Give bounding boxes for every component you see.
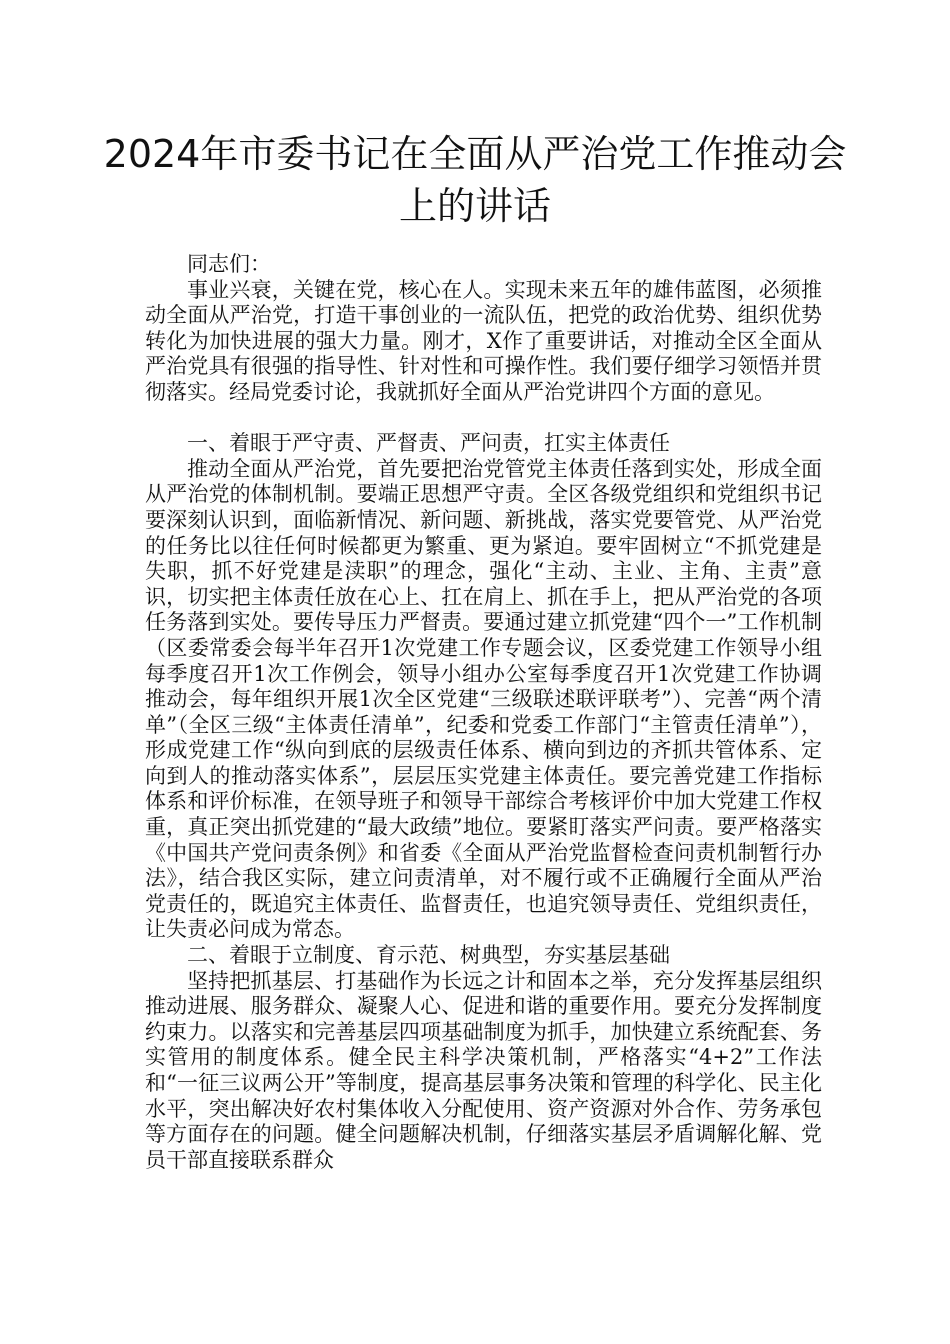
- document-title: 2024年市委书记在全面从严治党工作推动会上的讲话: [103, 132, 847, 228]
- intro-paragraph: 事业兴衰，关键在党，核心在人。实现未来五年的雄伟蓝图，必须推动全面从严治党，打造干事创业的一流队伍，把党的政治优势、组织优势转化为加快进展的强大力量。刚才，X作了重要讲话，对推动全区全面从严治党具有很强的指导性、针对性和可操作性。我们要仔细学习领悟并贯彻落实。经局党委讨论，我就抓好全面从严治党讲四个方面的意见。: [145, 277, 822, 404]
- section-2-paragraph: 坚持把抓基层、打基础作为长远之计和固本之举，充分发挥基层组织推动进展、服务群众、凝聚人心、促进和谐的重要作用。要充分发挥制度约束力。以落实和完善基层四项基础制度为抓手，加快建立系统配套、务实管用的制度体系。健全民主科学决策机制，严格落实“4+2”工作法和“一征三议两公开”等制度，提高基层事务决策和管理的科学化、民主化水平，突出解决好农村集体收入分配使用、资产资源对外合作、劳务承包等方面存在的问题。健全问题解决机制，仔细落实基层矛盾调解化解、党员干部直接联系群众: [145, 968, 822, 1172]
- section-2-heading: 二、着眼于立制度、育示范、树典型，夯实基层基础: [187, 943, 670, 968]
- section-1-heading: 一、着眼于严守责、严督责、严问责，扛实主体责任: [187, 431, 670, 456]
- paragraph-gap: [145, 406, 822, 432]
- document-body: [145, 252, 822, 1173]
- section-1-paragraph: 推动全面从严治党，首先要把治党管党主体责任落到实处，形成全面从严治党的体制机制。要端正思想严守责。全区各级党组织和党组织书记要深刻认识到，面临新情况、新问题、新挑战，落实党要管党、从严治党的任务比以往任何时候都更为繁重、更为紧迫。要牢固树立“不抓党建是失职，抓不好党建是渎职”的理念，强化“主动、主业、主角、主责”意识，切实把主体责任放在心上、扛在肩上、抓在手上，把从严治党的各项任务落到实处。要传导压力严督责。要通过建立抓党建“四个一”工作机制（区委常委会每半年召开1次党建工作专题会议，区委党建工作领导小组每季度召开1次工作例会，领导小组办公室每季度召开1次党建工作协调推动会，每年组织开展1次全区党建“三级联述联评联考”）、完善“两个清单”（全区三级“主体责任清单”，纪委和党委工作部门“主管责任清单”），形成党建工作“纵向到底的层级责任体系、横向到边的齐抓共管体系、定向到人的推动落实体系”，层层压实党建主体责任。要完善党建工作指标体系和评价标准，在领导班子和领导干部综合考核评价中加大党建工作权重，真正突出抓党建的“最大政绩”地位。要紧盯落实严问责。要严格落实《中国共产党问责条例》和省委《全面从严治党监督检查问责机制暂行办法》，结合我区实际，建立问责清单，对不履行或不正确履行全面从严治党责任的，既追究主体责任、监督责任，也追究领导责任、党组织责任，让失责必问成为常态。: [145, 456, 822, 942]
- salutation: 同志们：: [187, 252, 271, 276]
